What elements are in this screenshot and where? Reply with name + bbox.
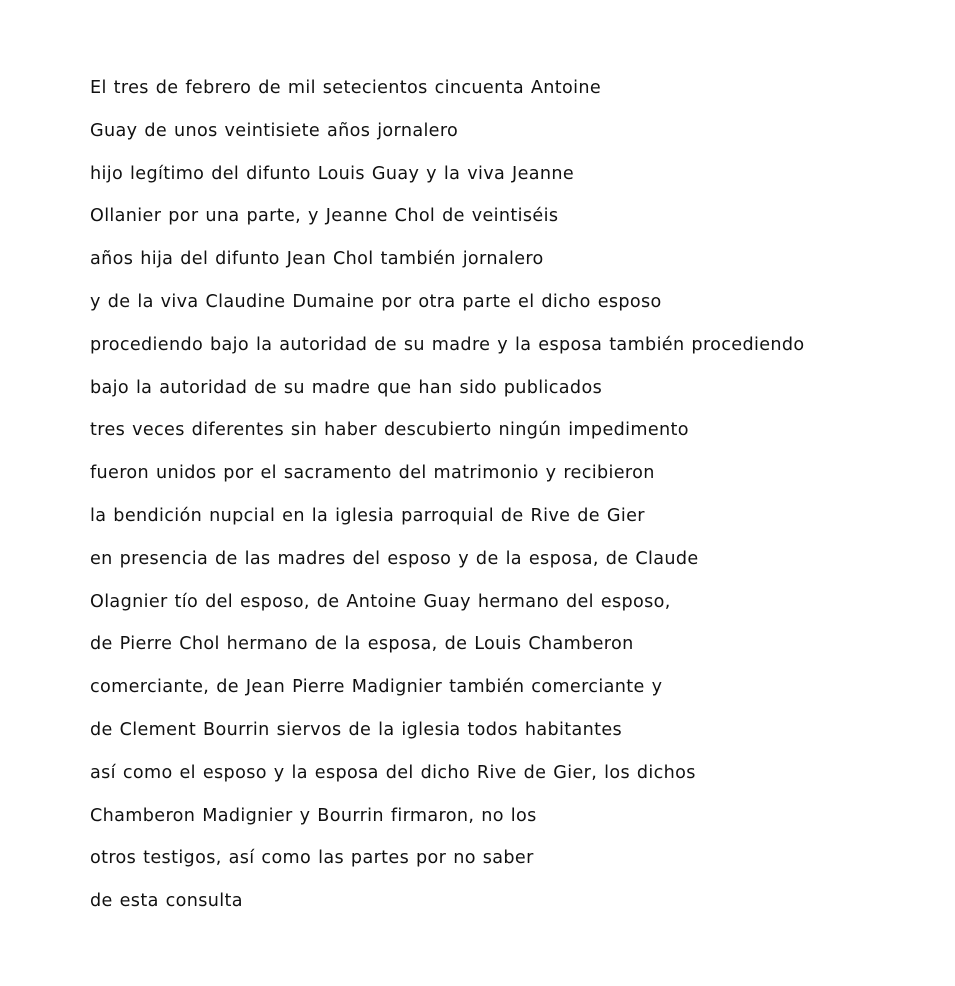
text-line: bajo la autoridad de su madre que han sido publicados	[90, 377, 603, 398]
text-line: Olagnier tío del esposo, de Antoine Guay hermano del esposo,	[90, 591, 671, 612]
text-line: de Pierre Chol hermano de la esposa, de Louis Chamberon	[90, 634, 634, 655]
document-body	[90, 67, 930, 923]
text-line: Guay de unos veintisiete años jornalero	[90, 120, 459, 141]
text-line: de esta consulta	[90, 891, 243, 912]
text-line: años hija del difunto Jean Chol también jornalero	[90, 249, 544, 270]
text-line: y de la viva Claudine Dumaine por otra parte el dicho esposo	[90, 291, 662, 312]
text-line: tres veces diferentes sin haber descubierto ningún impedimento	[90, 420, 689, 441]
text-line: El tres de febrero de mil setecientos cincuenta Antoine	[90, 78, 602, 98]
text-line: otros testigos, así como las partes por no saber	[90, 848, 534, 869]
text-line: hijo legítimo del difunto Louis Guay y la viva Jeanne	[90, 163, 575, 184]
text-line: procediendo bajo la autoridad de su madre y la esposa también procediendo	[90, 334, 805, 355]
text-line: comerciante, de Jean Pierre Madignier también comerciante y	[90, 677, 663, 698]
text-line: Ollanier por una parte, y Jeanne Chol de veintiséis	[90, 206, 559, 227]
text-line: de Clement Bourrin siervos de la iglesia todos habitantes	[90, 719, 623, 740]
text-line: la bendición nupcial en la iglesia parroquial de Rive de Gier	[90, 505, 645, 526]
text-line: fueron unidos por el sacramento del matrimonio y recibieron	[90, 463, 655, 484]
text-line: Chamberon Madignier y Bourrin firmaron, no los	[90, 805, 537, 826]
text-line: en presencia de las madres del esposo y de la esposa, de Claude	[90, 548, 699, 569]
text-line: así como el esposo y la esposa del dicho Rive de Gier, los dichos	[90, 762, 696, 783]
